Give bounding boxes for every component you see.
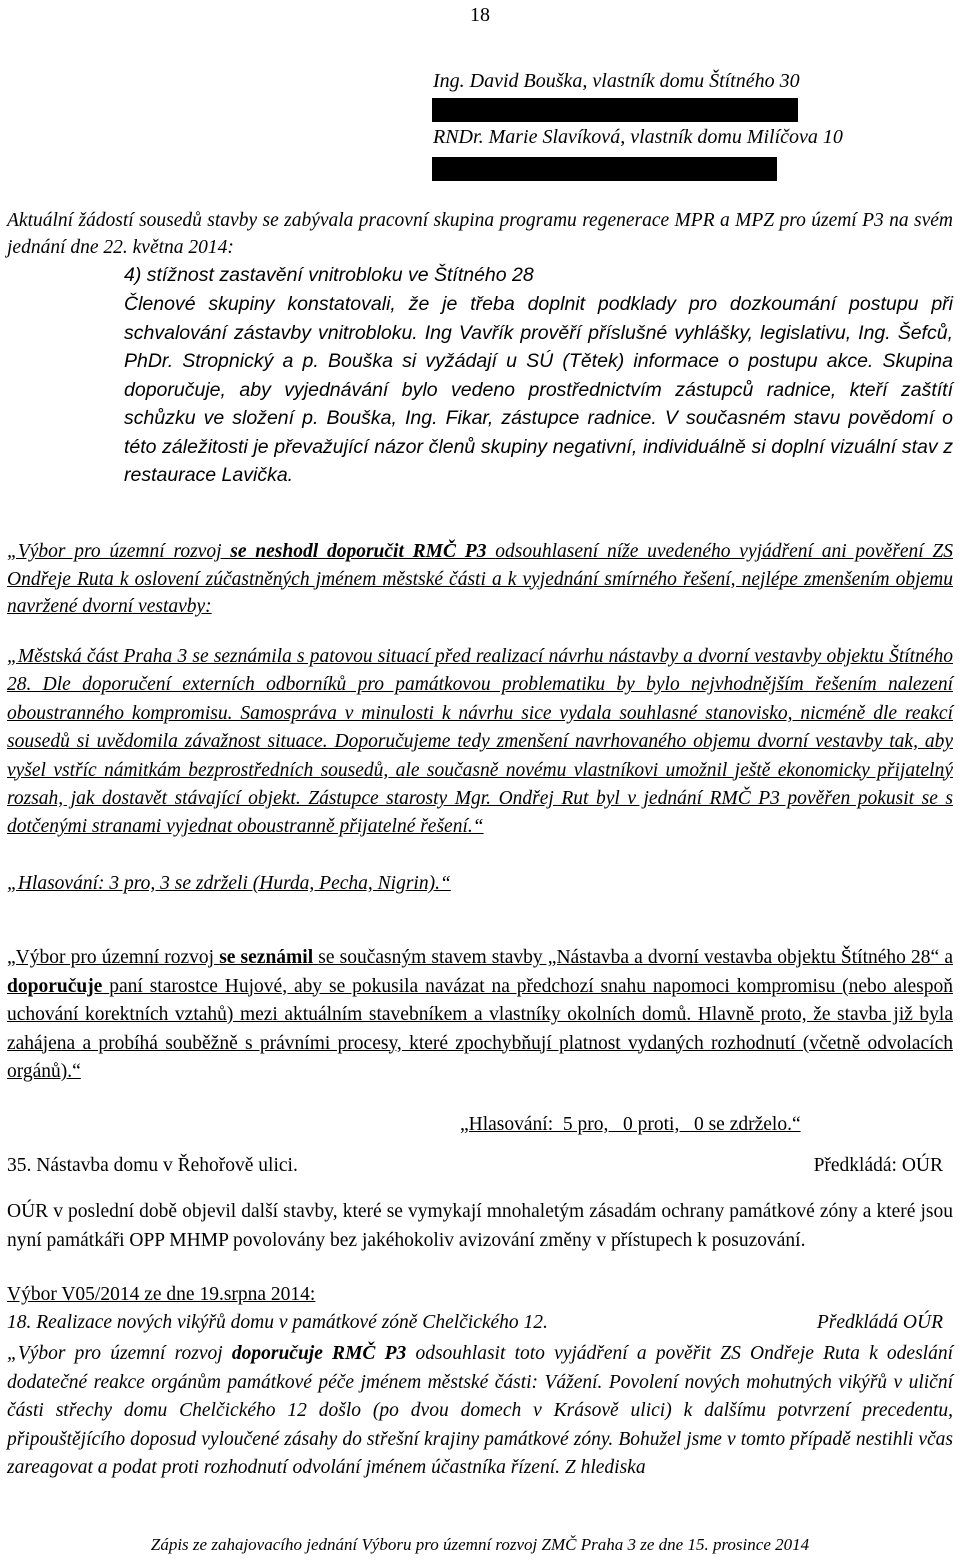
item-18-header bbox=[7, 1312, 953, 1338]
resolution-2-text: paní starostce Hujové, aby se pokusila navázat na předchozí snahu napomoci kompromisu (nebo alespoň uchování korektních vztahů) mezi aktuálním stavebníkem a vlastníky okolních domů. Hlavně proto, že stavba již byla zahájena a probíhá souběžně s právními procesy, které zpochybňují platnost vydaných rozhodnutí (včetně odvolacích orgánů).“ bbox=[7, 975, 954, 1082]
page-footer: Zápis ze zahajovacího jednání Výboru pro územní rozvoj ZMČ Praha 3 ze dne 15. prosince 2014 bbox=[150, 1535, 810, 1554]
resolution-1-decision: se neshodl doporučit RMČ P3 bbox=[230, 541, 487, 562]
redaction-bar bbox=[432, 98, 798, 122]
item-4-text: Členové skupiny konstatovali, že je třeba doplnit podklady pro dozkoumání postupu při schvalování zástavby vnitrobloku. Ing Vavřík prověří příslušné vyhlášky, legislativu, Ing. Šefců, PhDr. Stropnický a p. Bouška si vyžádají u SÚ (Tětek) informace o postupu akce. Skupina doporučuje, aby vyjednávání bylo vedeno prostřednictvím zástupců radnice, kteří zaštítí schůzku ve složení p. Bouška, Ing. Fikar, zástupce radnice. V současném stavu povědomí o této záležitosti je převažující názor členů skupiny negativní, individuálně si doplní vizuální stav z restaurace Lavička. bbox=[124, 293, 953, 486]
item-18-text: odsouhlasit toto vyjádření a pověřit ZS Ondřeje Ruta k odeslání dodatečné reakce orgánům památkové péče jménem městské části: Vážení. Povolení nových mohutných vikýřů v uliční části střechy domu Chelčického 12 došlo (po dvou domech v Krásově ulici) k dalšímu potvrzení precedentu, připouštějícího doposud vyloučené zásahy do střešní krajiny památkové zóny. Bohužel jsme v tomto případě nestihli včas zareagovat a podat proti rozhodnutí odvolání jménem účastníka řízení. Z hlediska bbox=[7, 1343, 954, 1478]
item-35-presenter: Předkládá: OÚR bbox=[813, 1155, 943, 1176]
resolution-2-lead: „Výbor pro územní rozvoj bbox=[7, 947, 215, 968]
statement-vote: „Hlasování: 3 pro, 3 se zdrželi (Hurda, Pecha, Nigrin).“ bbox=[7, 873, 451, 894]
item-35-text: OÚR v poslední době objevil další stavby, které se vymykají mnohaletým zásadám ochrany památkové zóny a které jsou nyní památkáři OPP MHMP povolovány bez jakéhokoliv avizování změny v přístupech k posuzování. bbox=[7, 1201, 953, 1251]
resolution-2-vote: „Hlasování: 5 pro, 0 proti, 0 se zdrželo.“ bbox=[460, 1114, 801, 1135]
page-number: 18 bbox=[470, 4, 490, 26]
resolution-1-lead: „Výbor pro územní rozvoj bbox=[7, 541, 222, 562]
item-18-resolution bbox=[7, 1340, 953, 1483]
item-18-decision: doporučuje RMČ P3 bbox=[231, 1343, 407, 1364]
item-18-title: 18. Realizace nových vikýřů domu v památkové zóně Chelčického 12. bbox=[7, 1312, 548, 1333]
resolution-2 bbox=[7, 944, 953, 1087]
item-18-lead: „Výbor pro územní rozvoj bbox=[7, 1343, 223, 1364]
item-18-presenter: Předkládá OÚR bbox=[816, 1312, 943, 1333]
intro-paragraph: Aktuální žádostí sousedů stavby se zabývala pracovní skupina programu regenerace MPR a MPZ pro území P3 na svém jednání dne 22. května 2014: bbox=[7, 210, 953, 258]
item-35-title: 35. Nástavba domu v Řehořově ulici. bbox=[7, 1155, 298, 1176]
resolution-1-text: odsouhlasení níže uvedeného vyjádření ani pověření ZS Ondřeje Ruta k oslovení zúčastněných jménem městské části a k vyjednání smírného řešení, nejlépe zmenšením objemu navržené dvorní vestavby: bbox=[7, 541, 954, 617]
item-35-header bbox=[7, 1155, 953, 1181]
resolution-2-recommendation: doporučuje bbox=[7, 975, 103, 997]
statement-paragraph: „Městská část Praha 3 se seznámila s patovou situací před realizací návrhu nástavby a dvorní vestavby objektu Štítného 28. Dle doporučení externích odborníků pro památkovou problematiku by bylo nejvhodnějším řešením nalezení oboustranného kompromisu. Samospráva v minulosti k návrhu sice vydala souhlasné stanovisko, nicméně dle reakcí sousedů si uvědomila závažnost situace. Doporučujeme tedy zmenšení navrhovaného objemu dvorní vestavby tak, aby vyšel vstříc námitkám bezprostředních sousedů, ale současně novému vlastníkovi umožnil ještě ekonomicky přijatelný rozsah, jak dostavět stávající objekt. Zástupce starosty Mgr. Ondřej Rut byl v jednání RMČ P3 pověřen pokusit se s dotčenými stranami vyjednat oboustranně přijatelné řešení.“ bbox=[7, 646, 953, 838]
signature-line-owner-2: RNDr. Marie Slavíková, vlastník domu Milíčova 10 bbox=[433, 126, 843, 148]
committee-reference: Výbor V05/2014 ze dne 19.srpna 2014: bbox=[7, 1284, 316, 1305]
resolution-1 bbox=[7, 538, 953, 621]
resolution-2-decision: se seznámil bbox=[219, 947, 314, 968]
resolution-2-subject: se současným stavem stavby „Nástavba a dvorní vestavba objektu Štítného 28“ a bbox=[318, 947, 953, 968]
signature-line-owner-1: Ing. David Bouška, vlastník domu Štítného 30 bbox=[433, 70, 800, 92]
redaction-bar bbox=[432, 157, 777, 181]
item-4-title: 4) stížnost zastavění vnitrobloku ve Štítného 28 bbox=[124, 264, 534, 286]
